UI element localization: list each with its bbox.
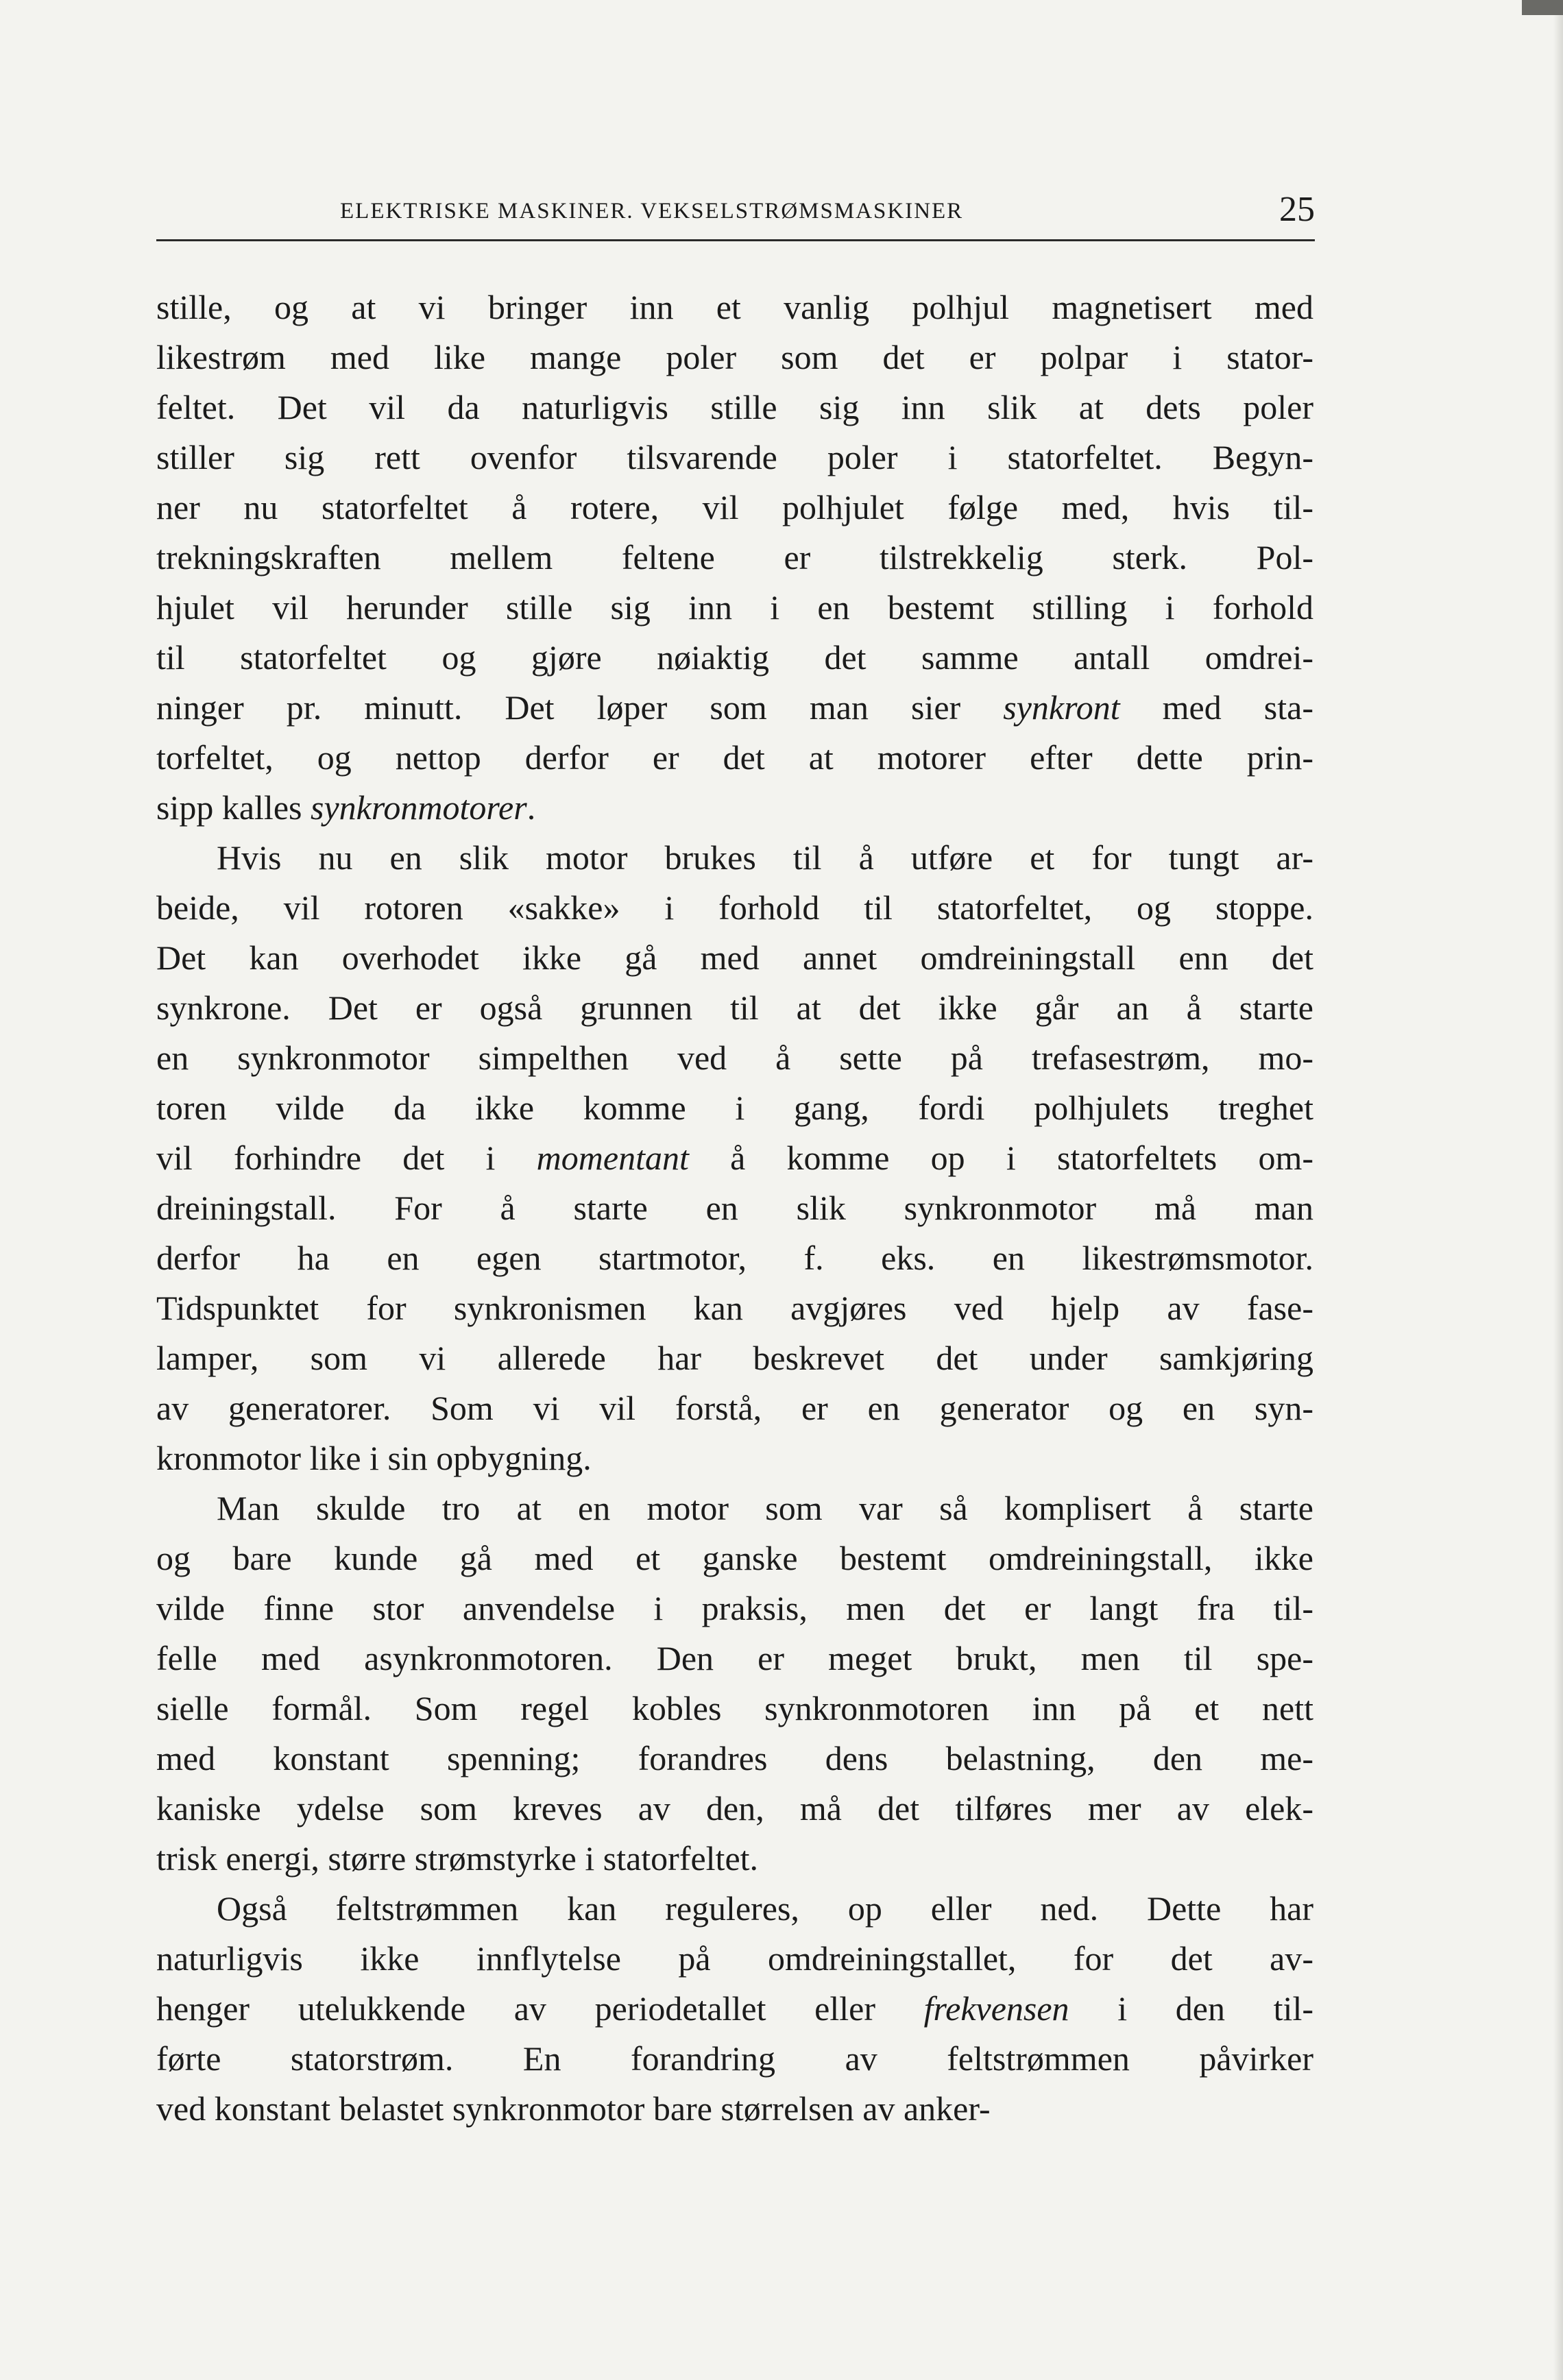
text-line [156,933,1313,983]
text-segment: . [526,788,536,827]
text-segment: Det kan overhodet ikke gå med annet omdreiningstall enn det [156,938,1313,977]
text-segment: ninger pr. minutt. Det løper som man sier [156,688,1004,727]
text-line [156,1283,1313,1333]
text-line [156,1383,1313,1433]
text-segment: naturligvis ikke innflytelse på omdreiningstallet, for det av- [156,1939,1313,1978]
text-line [156,1684,1313,1734]
page-edge-shadow [1553,0,1563,2380]
text-line [156,1583,1313,1634]
text-line [156,883,1313,933]
text-segment: lamper, som vi allerede har beskrevet det under samkjøring [156,1339,1313,1377]
text-segment: og bare kunde gå med et ganske bestemt omdreiningstall, ikke [156,1539,1313,1577]
text-line [156,983,1313,1033]
text-segment: derfor ha en egen startmotor, f. eks. en likestrømsmotor. [156,1239,1313,1277]
text-line [156,1784,1313,1834]
text-segment: vilde finne stor anvendelse i praksis, men det er langt fra til- [156,1589,1313,1627]
text-segment: Tidspunktet for synkronismen kan avgjøres ved hjelp av fase- [156,1289,1313,1327]
text-line [156,1934,1313,1984]
page-number: 25 [1279,190,1315,229]
paragraph [156,282,1313,833]
text-segment: Også feltstrømmen kan reguleres, op eller ned. Dette har [217,1889,1313,1928]
text-segment: feltet. Det vil da naturligvis stille sig inn slik at dets poler [156,388,1313,426]
text-segment: å komme op i statorfeltets om- [688,1139,1313,1177]
text-line [156,1634,1313,1684]
text-segment: Man skulde tro at en motor som var så komplisert å starte [217,1489,1313,1527]
text-segment: felle med asynkronmotoren. Den er meget brukt, men til spe- [156,1639,1313,1677]
italic-term: frekvensen [923,1989,1069,2028]
text-line [156,2034,1313,2084]
text-segment: kaniske ydelse som kreves av den, må det tilføres mer av elek- [156,1789,1313,1827]
paragraph [156,1483,1313,1884]
text-segment: av generatorer. Som vi vil forstå, er en generator og en syn- [156,1389,1313,1427]
text-segment: til statorfeltet og gjøre nøiaktig det samme antall omdrei- [156,638,1313,677]
text-line [156,1183,1313,1233]
text-segment: sielle formål. Som regel kobles synkronmotoren inn på et nett [156,1689,1313,1727]
text-line [156,533,1313,583]
text-line [156,282,1313,332]
text-segment: ner nu statorfeltet å rotere, vil polhjulet følge med, hvis til- [156,488,1313,526]
text-segment: med konstant spenning; forandres dens belastning, den me- [156,1739,1313,1777]
text-line [156,1033,1313,1083]
text-line [156,1884,1313,1934]
text-line [156,433,1313,483]
text-line [156,583,1313,633]
body-text [156,282,1313,2134]
text-line [156,683,1313,733]
text-segment: hjulet vil herunder stille sig inn i en bestemt stilling i forhold [156,588,1313,627]
text-segment: en synkronmotor simpelthen ved å sette på trefasestrøm, mo- [156,1039,1313,1077]
paragraph [156,1884,1313,2134]
text-line [156,1483,1313,1533]
text-line [156,382,1313,433]
text-segment: henger utelukkende av periodetallet eller [156,1989,924,2028]
text-segment: beide, vil rotoren «sakke» i forhold til statorfeltet, og stoppe. [156,888,1313,927]
text-segment: trekningskraften mellem feltene er tilstrekkelig sterk. Pol- [156,538,1313,576]
text-segment: vil forhindre det i [156,1139,537,1177]
text-line [156,1984,1313,2034]
text-segment: Hvis nu en slik motor brukes til å utføre et for tungt ar- [217,838,1313,877]
text-line [156,833,1313,883]
text-segment: trisk energi, større strømstyrke i statorfeltet. [156,1839,759,1878]
text-segment: dreiningstall. For å starte en slik synkronmotor må man [156,1189,1313,1227]
text-line [156,1734,1313,1784]
text-line [156,1533,1313,1583]
italic-term: synkront [1003,688,1120,727]
text-line [156,1433,1313,1483]
text-segment: synkrone. Det er også grunnen til at det ikke går an å starte [156,988,1313,1027]
text-line [156,733,1313,783]
text-segment: likestrøm med like mange poler som det er polpar i stator- [156,338,1313,376]
text-line [156,783,1313,833]
text-segment: torfeltet, og nettop derfor er det at motorer efter dette prin- [156,738,1313,777]
paragraph [156,833,1313,1483]
text-line [156,1233,1313,1283]
text-segment: ved konstant belastet synkronmotor bare størrelsen av anker- [156,2089,991,2128]
text-segment: med sta- [1119,688,1313,727]
running-title: ELEKTRISKE MASKINER. VEKSELSTRØMSMASKINER [340,199,964,223]
text-segment: stille, og at vi bringer inn et vanlig polhjul magnetisert med [156,288,1313,326]
text-line [156,1083,1313,1133]
scan-mark [1522,0,1563,15]
text-line [156,332,1313,382]
text-line [156,633,1313,683]
text-line [156,1834,1313,1884]
text-line [156,483,1313,533]
text-segment: kronmotor like i sin opbygning. [156,1439,592,1477]
text-segment: i den til- [1069,1989,1313,2028]
text-segment: førte statorstrøm. En forandring av feltstrømmen påvirker [156,2039,1313,2078]
italic-term: synkronmotorer [310,788,527,827]
italic-term: momentant [536,1139,689,1177]
text-line [156,1133,1313,1183]
running-header [156,184,1315,239]
text-segment: toren vilde da ikke komme i gang, fordi polhjulets treghet [156,1089,1313,1127]
text-line [156,1333,1313,1383]
text-segment: stiller sig rett ovenfor tilsvarende poler i statorfeltet. Begyn- [156,438,1313,476]
text-line [156,2084,1313,2134]
header-rule [156,239,1315,241]
text-segment: sipp kalles [156,788,311,827]
